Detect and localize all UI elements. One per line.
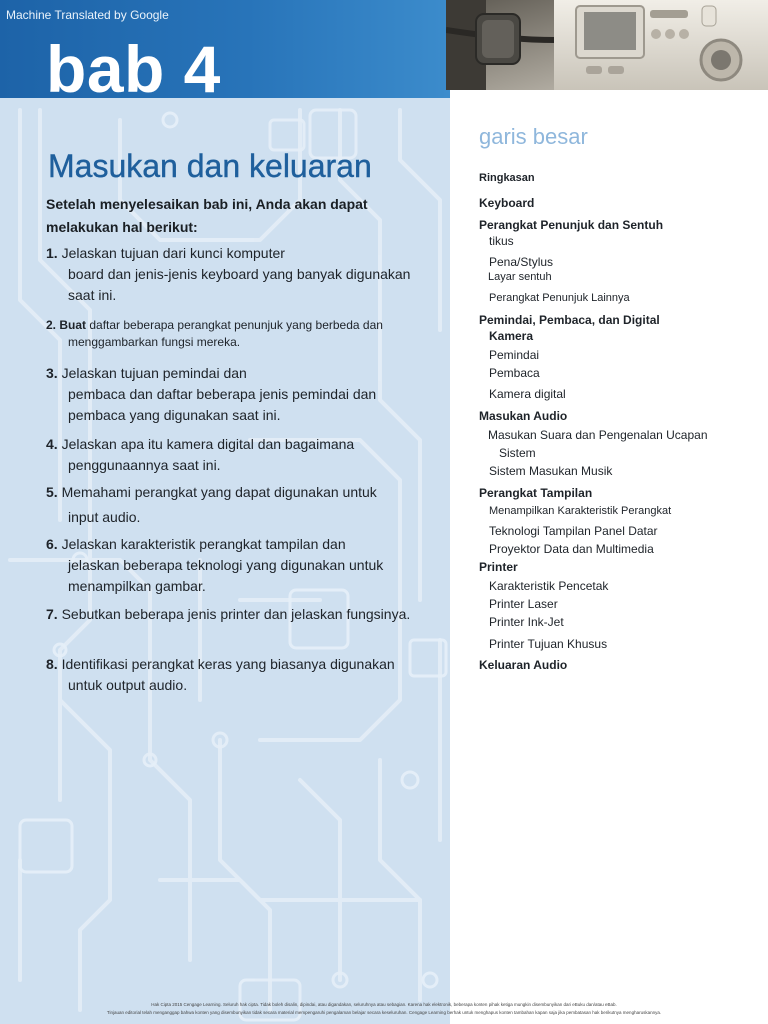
objective-text: Jelaskan apa itu kamera digital dan bagaimana [61, 436, 355, 452]
outline-subitem: Masukan Suara dan Pengenalan Ucapan [488, 428, 708, 442]
objective-text: Memahami perangkat yang dapat digunakan untuk [61, 484, 377, 500]
outline-subitem: tikus [489, 234, 514, 248]
objective-number: 5. [46, 484, 58, 500]
outline-subitem: Menampilkan Karakteristik Perangkat [489, 505, 672, 517]
outline-heading: garis besar [479, 124, 588, 149]
objective-number: 6. [46, 536, 58, 552]
objective-8 [46, 654, 395, 696]
outline-item: Pemindai, Pembaca, dan Digital [479, 313, 660, 327]
outline-item: Keyboard [479, 196, 535, 210]
outline-item: Keluaran Audio [479, 658, 568, 672]
outline-subitem: Proyektor Data dan Multimedia [489, 542, 654, 556]
outline-subitem: Pembaca [489, 366, 540, 380]
objective-text: penggunaannya saat ini. [68, 457, 221, 473]
objective-text: menampilkan gambar. [68, 578, 206, 594]
objective-2 [46, 317, 383, 351]
objectives-intro: Setelah menyelesaikan bab ini, Anda akan dapat melakukan hal berikut: [46, 196, 368, 235]
outline-item: Perangkat Penunjuk dan Sentuh [479, 218, 664, 232]
outline-subitem: Teknologi Tampilan Panel Datar [489, 524, 658, 538]
copyright-footer [0, 1001, 768, 1017]
outline-subitem: Printer Tujuan Khusus [489, 637, 608, 651]
objective-number: 2. Buat [46, 318, 87, 332]
chapter-number: bab 4 [46, 32, 221, 106]
outline-subitem: Karakteristik Pencetak [489, 579, 609, 593]
camera-illustration [446, 0, 768, 90]
copyright-line: Tinjauan editorial telah menganggap bahwa konten yang disembunyikan tidak secara material mempengaruhi pengalaman belajar secara keseluruhan. Cengage Learning berhak untuk menghapus konten tambahan kapan saja jika pembatasan hak berikutnya mengharuskannya. [106, 1010, 662, 1015]
objective-number: 7. [46, 606, 58, 622]
outline-item: Perangkat Tampilan [479, 486, 593, 500]
outline-subitem: Pena/Stylus [489, 255, 554, 269]
objective-6 [46, 534, 383, 597]
objective-text: pembaca yang digunakan saat ini. [68, 407, 281, 423]
outline-subitem: Perangkat Penunjuk Lainnya [489, 292, 630, 304]
outline-subitem: Printer Ink-Jet [489, 615, 564, 629]
objective-number: 3. [46, 365, 58, 381]
outline-item: Ringkasan [479, 172, 535, 184]
outline-subitem: Pemindai [489, 348, 540, 362]
objective-text: daftar beberapa perangkat penunjuk yang berbeda dan [89, 318, 383, 332]
chapter-title: Masukan dan keluaran [48, 148, 372, 184]
outline-subitem: Layar sentuh [488, 271, 552, 283]
objective-text: Sebutkan beberapa jenis printer dan jelaskan fungsinya. [61, 606, 411, 622]
objective-text: untuk output audio. [68, 677, 188, 693]
objective-text: board dan jenis-jenis keyboard yang banyak digunakan [68, 266, 411, 282]
outline-subitem: Printer Laser [489, 597, 558, 611]
objective-number: 1. [46, 245, 58, 261]
objective-text: menggambarkan fungsi mereka. [68, 335, 241, 349]
outline-item: Masukan Audio [479, 409, 568, 423]
outline-subitem: Sistem Masukan Musik [489, 464, 613, 478]
objective-1 [46, 243, 410, 306]
outline-item: Printer [479, 560, 518, 574]
machine-translated-label: Machine Translated by Google [6, 8, 169, 22]
objective-7 [46, 604, 410, 625]
objective-4 [46, 434, 354, 476]
outline-item: Kamera [489, 329, 534, 343]
objective-3 [46, 363, 376, 426]
objective-text: Jelaskan tujuan dari kunci komputer [61, 245, 285, 261]
objective-number: 4. [46, 436, 58, 452]
outline-subitem: Sistem [499, 446, 536, 460]
objective-text: Identifikasi perangkat keras yang biasanya digunakan [61, 656, 395, 672]
objective-text: saat ini. [68, 287, 117, 303]
objective-text: input audio. [68, 509, 141, 525]
objective-text: pembaca dan daftar beberapa jenis pemindai dan [68, 386, 377, 402]
camera-photo [446, 0, 768, 90]
objective-text: Jelaskan karakteristik perangkat tampilan dan [61, 536, 346, 552]
objective-text: Jelaskan tujuan pemindai dan [61, 365, 247, 381]
copyright-line: Hak Cipta 2015 Cengage Learning. Seluruh hak cipta. Tidak boleh disalin, dipindai, atau digandakan, seluruhnya atau sebagian. Karena hak elektronik, beberapa konten pihak ketiga mungkin disembunyikan dari eBuku dan/atau eBab. [151, 1002, 617, 1007]
objective-number: 8. [46, 656, 58, 672]
outline-subitem: Kamera digital [489, 387, 566, 401]
objective-5 [46, 480, 377, 530]
objective-text: jelaskan beberapa teknologi yang digunakan untuk [68, 557, 384, 573]
